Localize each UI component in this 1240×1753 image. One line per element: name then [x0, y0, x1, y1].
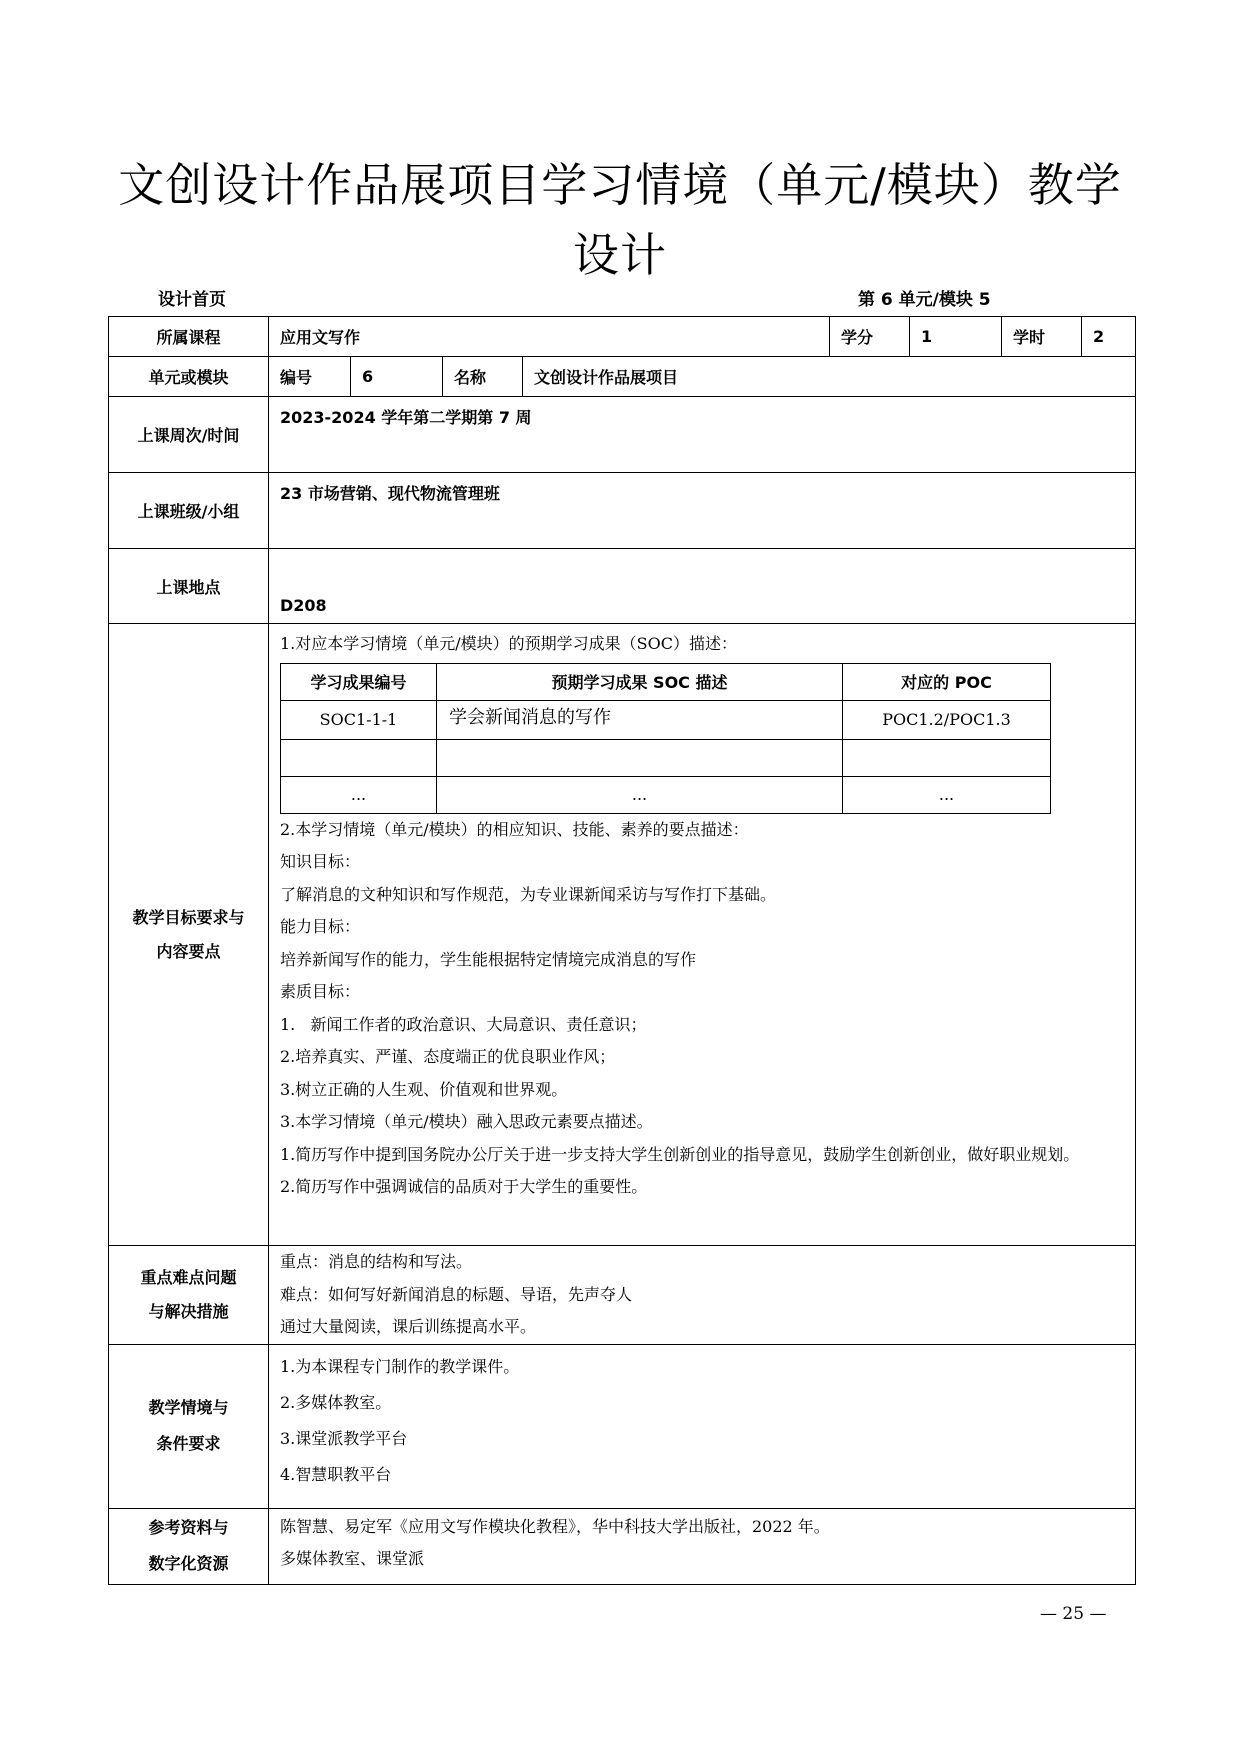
schedule-value: 2023-2024 学年第二学期第 7 周	[269, 397, 1136, 473]
conditions-content	[269, 1344, 1136, 1508]
reference-line: 陈智慧、易定军《应用文写作模块化教程》，华中科技大学出版社，2022 年。	[280, 1516, 830, 1536]
soc-cell	[843, 739, 1051, 776]
references-label-line1: 参考资料与	[148, 1518, 229, 1537]
location-value: D208	[269, 549, 1136, 624]
ideology-line: 1.简历写作中提到国务院办公厅关于进一步支持大学生创新创业的指导意见，鼓励学生创新创业，做好职业规划。	[280, 1144, 1080, 1164]
objective-line: 素质目标：	[280, 982, 361, 1001]
key-point-line: 难点：如何写好新闻消息的标题、导语，先声夺人	[280, 1284, 633, 1304]
ideology-line: 2.简历写作中强调诚信的品质对于大学生的重要性。	[280, 1177, 648, 1196]
page-number: — 25 —	[1040, 1604, 1107, 1624]
design-homepage-label: 设计首页	[158, 290, 226, 310]
document-title: 文创设计作品展项目学习情境（单元/模块）教学设计	[118, 158, 1122, 282]
soc-cell	[437, 739, 843, 776]
objective-line: 3.树立正确的人生观、价值观和世界观。	[280, 1079, 568, 1099]
key-point-line: 重点：消息的结构和写法。	[280, 1252, 473, 1271]
key-points-label-line2: 与解决措施	[148, 1301, 229, 1321]
objective-line: 了解消息的文种知识和写作规范，为专业课新闻采访与写作打下基础。	[280, 884, 777, 904]
soc-cell: ...	[437, 776, 843, 813]
hours-value: 2	[1082, 317, 1136, 357]
objective-line: 3.本学习情境（单元/模块）融入思政元素要点描述。	[280, 1112, 653, 1131]
objective-line: 2.培养真实、严谨、态度端正的优良职业作风；	[280, 1047, 616, 1066]
schedule-label: 上课周次/时间	[109, 397, 269, 473]
location-label: 上课地点	[109, 549, 269, 624]
soc-cell: ...	[843, 776, 1051, 813]
soc-table	[280, 663, 1051, 814]
unit-module-label: 第 6 单元/模块 5	[858, 290, 991, 310]
name-value: 文创设计作品展项目	[523, 357, 1136, 397]
key-points-label-line1: 重点难点问题	[140, 1267, 237, 1287]
objective-line: 能力目标：	[280, 917, 361, 936]
soc-intro: 1.对应本学习情境（单元/模块）的预期学习成果（SOC）描述：	[280, 634, 737, 653]
condition-line: 4.智慧职教平台	[280, 1464, 392, 1484]
objective-line: 1. 新闻工作者的政治意识、大局意识、责任意识；	[280, 1014, 647, 1034]
conditions-label-line1: 教学情境与	[148, 1398, 229, 1417]
objective-line: 2.本学习情境（单元/模块）的相应知识、技能、素养的要点描述：	[280, 819, 749, 839]
credit-value: 1	[910, 317, 1002, 357]
references-label-line2: 数字化资源	[148, 1554, 229, 1573]
conditions-label-line2: 条件要求	[156, 1434, 221, 1453]
design-table	[108, 316, 1136, 1585]
references-content	[269, 1508, 1136, 1584]
class-group-label: 上课班级/小组	[109, 473, 269, 549]
conditions-label	[109, 1344, 269, 1508]
number-label: 编号	[269, 357, 351, 397]
objectives-label-line2: 内容要点	[156, 941, 221, 961]
soc-header-poc: 对应的 POC	[843, 663, 1051, 700]
objective-line: 培养新闻写作的能力，学生能根据特定情境完成消息的写作	[280, 949, 697, 969]
soc-cell	[281, 739, 437, 776]
hours-label: 学时	[1002, 317, 1082, 357]
condition-line: 2.多媒体教室。	[280, 1392, 392, 1412]
course-label: 所属课程	[109, 317, 269, 357]
reference-line: 多媒体教室、课堂派	[280, 1549, 425, 1568]
course-value: 应用文写作	[269, 317, 830, 357]
soc-cell: POC1.2/POC1.3	[843, 700, 1051, 739]
condition-line: 3.课堂派教学平台	[280, 1428, 408, 1448]
objectives-content	[269, 624, 1136, 1246]
condition-line: 1.为本课程专门制作的教学课件。	[280, 1356, 520, 1376]
number-value: 6	[351, 357, 443, 397]
soc-header-desc: 预期学习成果 SOC 描述	[437, 663, 843, 700]
objective-line: 知识目标：	[280, 852, 361, 871]
unit-label: 单元或模块	[109, 357, 269, 397]
objectives-label-line1: 教学目标要求与	[132, 907, 245, 927]
soc-cell: ...	[281, 776, 437, 813]
class-group-value: 23 市场营销、现代物流管理班	[269, 473, 1136, 549]
soc-cell: SOC1-1-1	[281, 700, 437, 739]
soc-cell: 学会新闻消息的写作	[437, 700, 843, 739]
name-label: 名称	[443, 357, 523, 397]
key-point-line: 通过大量阅读，课后训练提高水平。	[280, 1317, 537, 1336]
soc-header-id: 学习成果编号	[281, 663, 437, 700]
references-label	[109, 1508, 269, 1584]
objectives-label	[109, 624, 269, 1246]
credit-label: 学分	[830, 317, 910, 357]
key-points-content	[269, 1246, 1136, 1345]
key-points-label	[109, 1246, 269, 1345]
